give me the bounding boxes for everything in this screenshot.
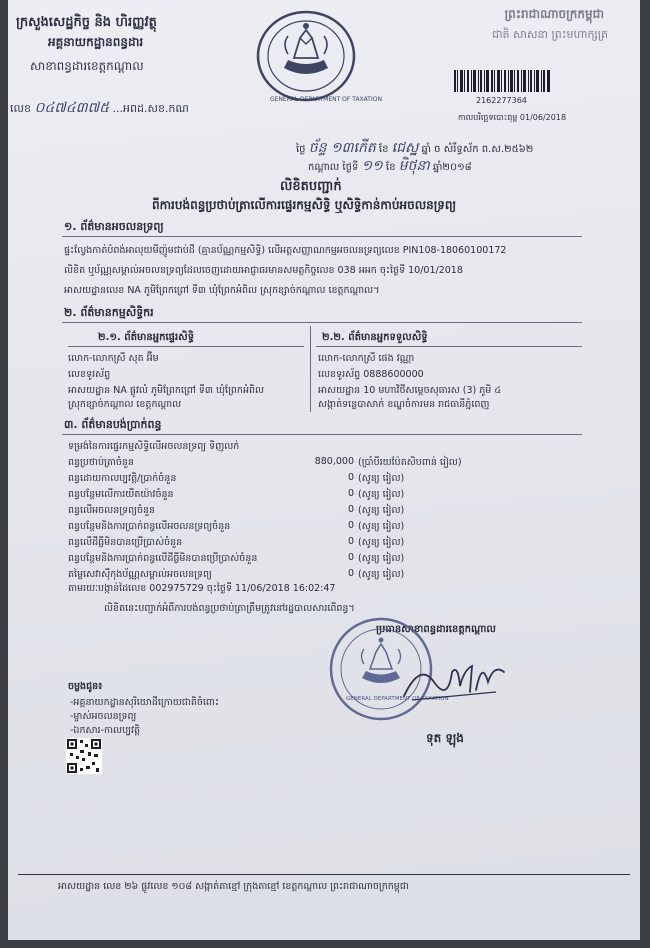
tax-row-amount: 880,000 [314,456,354,467]
transferor-heading: ២.១. ព័ត៌មានអ្នកផ្ទេរសិទ្ធិ [98,332,195,343]
tax-row-amount: 0 [347,504,354,515]
tax-row-amount: 0 [347,536,354,547]
tax-row-label: ពន្ធលើអចលនទ្រព្យចំនួន [68,505,156,516]
taxation-seal-logo [254,8,358,104]
transferee-address-line2: សង្កាត់ទន្លេបាសាក់ ខណ្ឌចំការមន រាជធានីភ្នំពេញ [318,399,490,410]
tax-row-label: ពន្ធប្រថាប់ត្រាចំនួន [68,457,134,468]
tax-row-amount: 0 [347,472,354,483]
stamp-caption: GENERAL DEPARTMENT OF TAXATION [346,696,449,702]
tax-row-label: ពន្ធលើដីធ្លីមិនបានប្រើប្រាស់ចំនួន [68,537,183,548]
section1-heading: ១. ព័ត៌មានអចលនទ្រព្យ [64,220,164,233]
transferor-name: លោក-លោកស្រី សុត អ៊ីម [68,353,159,364]
transferee-divider [316,346,582,347]
footer-address: អាសយដ្ឋាន លេខ ២៦ ផ្លូវលេខ ១០៨ សង្កាត់តាខ្មៅ ក្រុងតាខ្មៅ ខេត្តកណ្ដាល ព្រះរាជាណាចក្រកម្ពុជា [58,881,409,892]
tax-row-words: (សូន្យ រៀល) [358,505,405,516]
document-title: លិខិតបញ្ជាក់ [280,179,342,194]
certification-note: លិខិតនេះបញ្ជាក់អំពីការបង់ពន្ធប្រថាប់ត្រាត្រឹមត្រូវនៅរដ្ឋបាលសារពើពន្ធ។ [104,603,355,614]
signatory-name: ទុត ឡុង [426,731,464,745]
transferee-heading: ២.២. ព័ត៌មានអ្នកទទួលសិទ្ធិ [322,332,428,343]
signatory-title: ប្រធានសាខាពន្ធដារខេត្តកណ្ដាល [376,624,496,635]
property-description: ផ្ទះល្វែងកាត់បំពង់អាលុយមីញ៉ូមជាប់ដី (គ្មានប័ណ្ណកម្មសិទ្ធិ) លើអត្តសញ្ញាណកម្មអចលនទ្រព្យលេខ PIN108-18060100172 [64,245,507,256]
cc-item: -ម្ចាស់អចលនទ្រព្យ [70,711,137,722]
tax-row-label: ពន្ធដោយកាលប្បវត្តិ/ប្រាក់ចំនួន [68,473,177,484]
cc-item: -ឯកសារ-កាលប្បវត្តិ [70,725,140,736]
tax-row-words: (សូន្យ រៀល) [358,569,405,580]
cc-heading: ចម្លងជូន៖ [68,681,103,692]
section2-divider [62,322,582,323]
tax-row-words: (សូន្យ រៀល) [358,489,405,500]
solar-date: កណ្ដាល ថ្ងៃទី ១១ ខែ មិថុនា ឆ្នាំ២០១៨ [308,158,472,174]
payment-receipt: តាមរយៈបង្កាន់ដៃលេខ 002975729 ចុះថ្ងៃទី 11/06/2018 16:02:47 [68,583,336,594]
department-name: អគ្គនាយកដ្ឋានពន្ធដារ [48,35,144,49]
tax-row-label: ពន្ធបន្ថែមនិងការប្រាក់ពន្ធលើអចលនទ្រព្យចំនួន [68,521,231,532]
seal-caption: GENERAL DEPARTMENT OF TAXATION [270,96,382,103]
transferor-address-line2: ស្រុកខ្សាច់កណ្ដាល ខេត្តកណ្ដាល [68,399,182,410]
ministry-name: ក្រសួងសេដ្ឋកិច្ច និង ហិរញ្ញវត្ថុ [16,15,157,30]
tax-row-words: (សូន្យ រៀល) [358,521,405,532]
section2-column-divider [310,326,311,412]
document-subtitle: ពីការបង់ពន្ធប្រថាប់ត្រាលើការផ្ទេរកម្មសិទ្ធិ ឬសិទ្ធិកាន់កាប់អចលនទ្រព្យ [152,198,457,212]
tax-row-words: (សូន្យ រៀល) [358,553,405,564]
cc-item: -អគ្គនាយកដ្ឋានសុរិយោដីក្រោយជាតិចំពោះ [70,697,220,708]
reference-number [10,98,189,119]
tax-row-amount: 0 [347,520,354,531]
tax-row-label: ពន្ធបន្ថែមនិងការប្រាក់ពន្ធលើដីធ្លីមិនបានប្រើប្រាស់ចំនួន [68,553,258,564]
ref-prefix: លេខ [10,102,31,115]
transferee-name: លោក-លោកស្រី ផេង វណ្ណា [318,353,415,364]
handwritten-signature [400,652,510,712]
tax-row-words: (សូន្យ រៀល) [358,473,405,484]
section1-divider [62,236,582,237]
barcode [454,70,550,92]
tax-row-amount: 0 [347,552,354,563]
tax-row-label: ពន្ធបន្ថែមលើការយឺតយ៉ាវចំនួន [68,489,174,500]
ref-handwritten: ០៤៧៤៣៧៥ [34,100,110,116]
footer-divider [18,874,630,875]
transferor-phone: លេខទូរស័ព្ទ [68,369,111,380]
property-certificate: លិខិត ឬប័ណ្ណសម្គាល់អចលនទ្រព្យដែលចេញដោយអាជ្ញាធរមានសមត្ថកិច្ចលេខ 038 អអក ចុះថ្ងៃទី 10/01/2018 [64,265,463,276]
ref-suffix: ...អពដ.សខ.កណ [112,102,189,115]
transferee-phone: លេខទូរស័ព្ទ 0888600000 [318,369,424,380]
section3-divider [62,434,582,435]
document-page [8,0,640,940]
lunar-date: ថ្ងៃ ច័ន្ទ ១៣កើត ខែ ជេស្ឋ ឆ្នាំ ច សំរឹទ្ធស័ក ព.ស.២៥៦២ [296,140,534,156]
tax-row-words: (ប្រាំបីរយប៉ែតសិបពាន់ រៀល) [358,457,462,468]
transfer-type: ទម្រង់នៃការផ្ទេរកម្មសិទ្ធិលើអចលនទ្រព្យ ទិញលក់ [68,441,240,452]
tax-row-amount: 0 [347,568,354,579]
tax-row-amount: 0 [347,488,354,499]
national-motto: ជាតិ សាសនា ព្រះមហាក្សត្រ [492,28,608,41]
kingdom-title: ព្រះរាជាណាចក្រកម្ពុជា [504,7,604,21]
property-address: អាសយដ្ឋានលេខ NA ភូមិព្រែកព្រៅ ទី៣ ឃុំព្រែកអំពិល ស្រុកខ្សាច់កណ្ដាល ខេត្តកណ្ដាល។ [64,285,380,296]
transferee-address: អាសយដ្ឋាន 10 មហាវិថីសម្ដេចសុធារស (3) ភូមិ ៤ [318,385,502,396]
section3-heading: ៣. ព័ត៌មានបង់ប្រាក់ពន្ធ [64,418,162,431]
transferor-address: អាសយដ្ឋាន NA ផ្លូវលំ ភូមិព្រែកព្រៅ ទី៣ ឃុំព្រែកអំពិល [68,385,265,396]
barcode-number: 2162277364 [476,96,527,105]
office-name: សាខាពន្ធដារខេត្តកណ្ដាល [30,59,144,73]
print-date: កាលបរិច្ឆេទបោះពុម្ព 01/06/2018 [458,113,567,122]
tax-row-words: (សូន្យ រៀល) [358,537,405,548]
transferor-divider [68,346,304,347]
tax-row-label: តម្លៃសេវាស៊ីកុងប័ណ្ណសម្គាល់អចលនទ្រព្យ [68,569,212,580]
qr-code [66,738,102,774]
section2-heading: ២. ព័ត៌មានកម្មសិទ្ធិករ [64,306,154,319]
